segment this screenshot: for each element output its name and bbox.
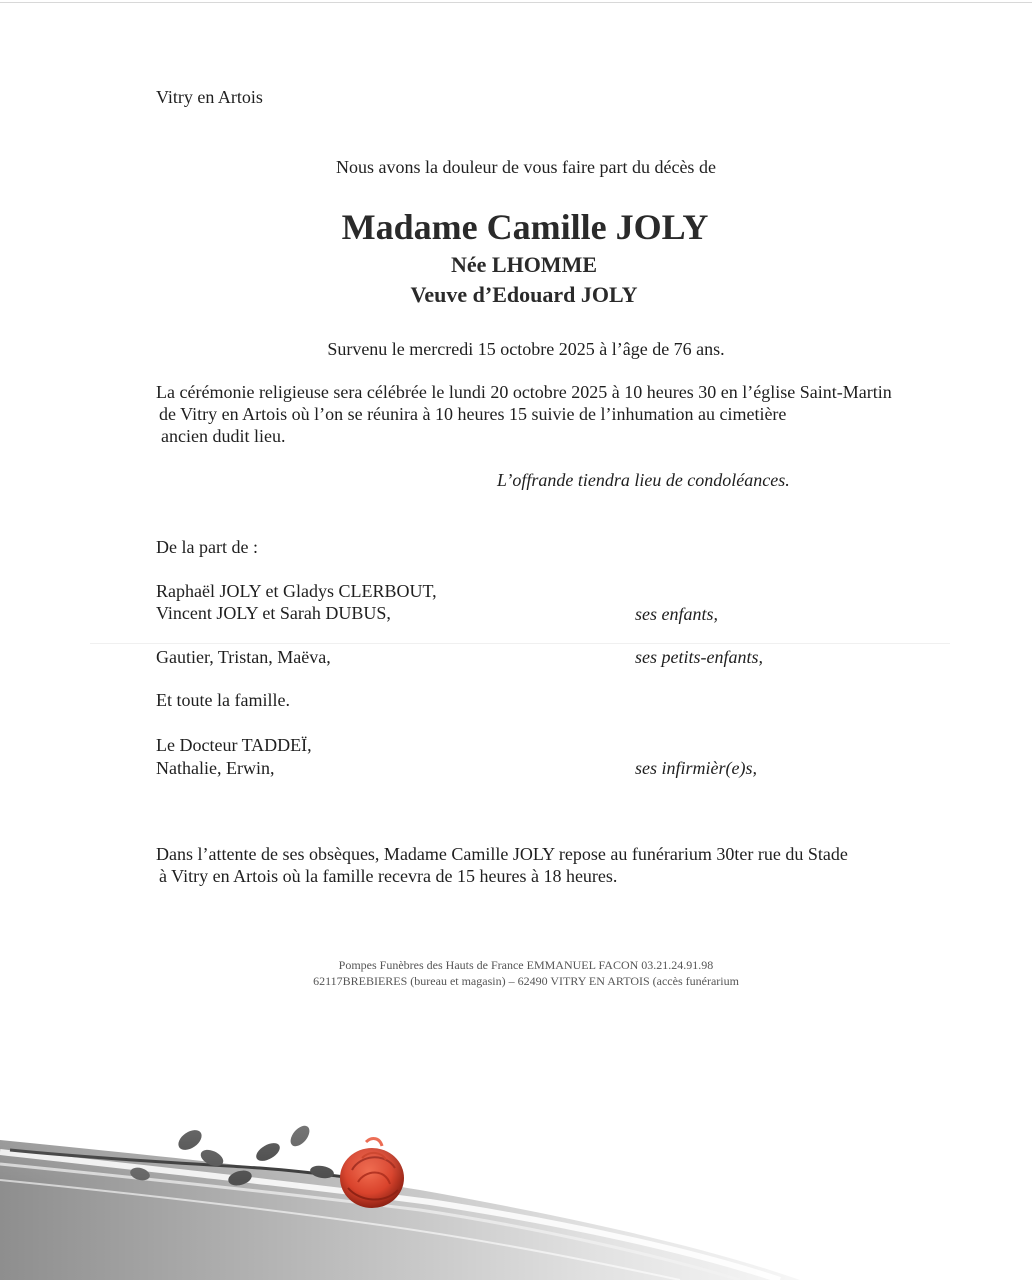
grandchildren-role: ses petits-enfants, [635,647,763,667]
nurses-role: ses infirmièr(e)s, [635,758,757,778]
intro-text: Nous avons la douleur de vous faire part du décès de [336,157,716,177]
funerarium-line-1: Dans l’attente de ses obsèques, Madame Camille JOLY repose au funérarium 30ter rue du Stade [156,844,848,864]
rose-on-beach-photo [0,1060,1032,1280]
grandchildren-line: Gautier, Tristan, Maëva, [156,647,331,667]
fold-line [90,643,950,644]
ceremony-line-2: de Vitry en Artois où l’on se réunira à 10 heures 15 suivie de l’inhumation au cimetière [159,404,787,424]
nurses-line-1: Le Docteur TADDEÏ, [156,735,312,755]
ceremony-line-3: ancien dudit lieu. [161,426,286,446]
nurses-line-2: Nathalie, Erwin, [156,758,275,778]
children-role: ses enfants, [635,604,718,624]
children-line-1: Raphaël JOLY et Gladys CLERBOUT, [156,581,437,601]
ceremony-line-1: La cérémonie religieuse sera célébrée le lundi 20 octobre 2025 à 10 heures 30 en l’église Saint-Martin [156,382,892,402]
widow-of: Veuve d’Edouard JOLY [410,282,638,307]
from-label: De la part de : [156,537,258,557]
death-date-text: Survenu le mercredi 15 octobre 2025 à l’âge de 76 ans. [327,339,725,359]
location-header: Vitry en Artois [156,87,263,107]
footer-line-2: 62117BREBIERES (bureau et magasin) – 62490 VITRY EN ARTOIS (accès funérarium [313,974,739,988]
funerarium-line-2: à Vitry en Artois où la famille recevra de 15 heures à 18 heures. [159,866,618,886]
top-divider [0,2,1032,3]
children-line-2: Vincent JOLY et Sarah DUBUS, [156,603,391,623]
maiden-name: Née LHOMME [450,252,598,277]
deceased-name: Madame Camille JOLY [341,207,709,247]
all-family-line: Et toute la famille. [156,690,290,710]
footer-line-1: Pompes Funèbres des Hauts de France EMMANUEL FACON 03.21.24.91.98 [338,958,714,972]
offering-note: L’offrande tiendra lieu de condoléances. [497,470,790,490]
